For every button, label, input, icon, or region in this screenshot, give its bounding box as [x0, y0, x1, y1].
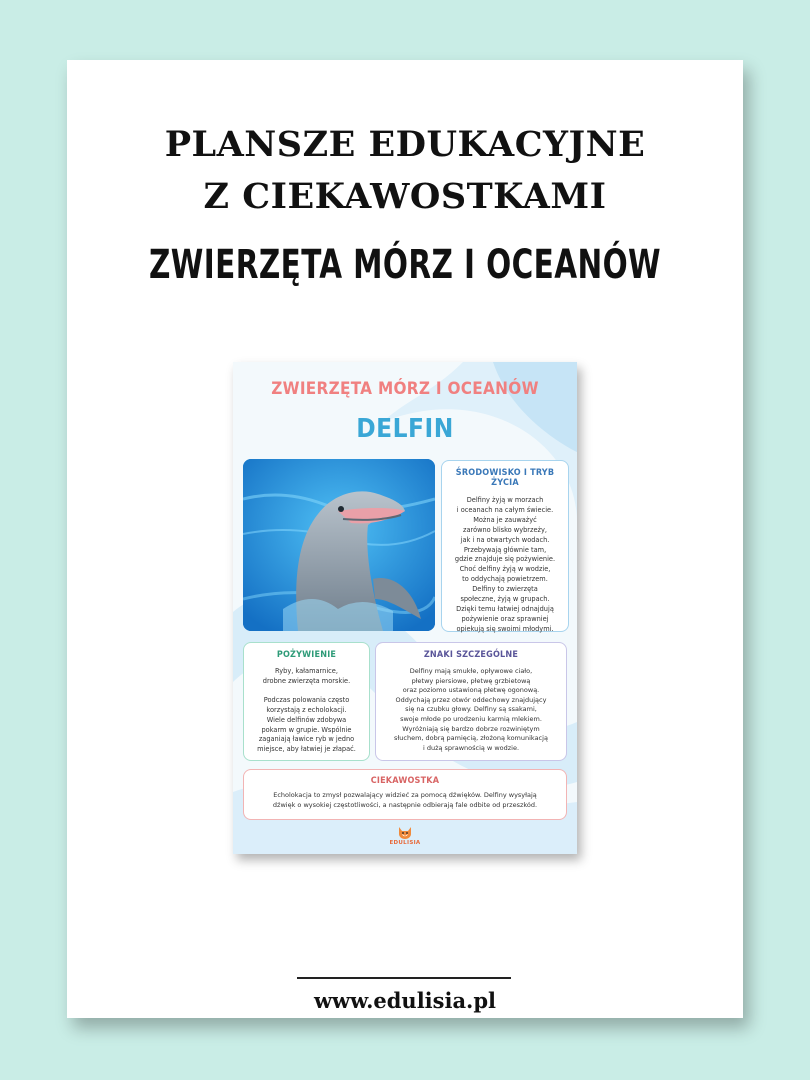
text-line: jak i na otwartych wodach.	[460, 535, 550, 544]
poster-preview	[233, 362, 577, 854]
text-line: słuchem, dobrą pamięcią, złożoną komunikacją	[394, 734, 548, 743]
fox-logo-icon	[397, 826, 413, 840]
text-line: Wiele delfinów zdobywa	[266, 715, 347, 724]
text-line: Można je zauważyć	[473, 515, 537, 524]
text-line: dźwięk o wysokiej częstotliwości, a następnie odbierają fale odbite od przeszkód.	[272, 800, 538, 809]
poster-series-title: ZWIERZĘTA MÓRZ I OCEANÓW	[271, 379, 539, 399]
card-environment-text	[448, 496, 562, 635]
website-link[interactable]: www.edulisia.pl	[313, 988, 497, 1013]
text-line: Choć delfiny żyją w wodzie,	[459, 565, 551, 574]
text-line: zarówno blisko wybrzeży,	[463, 525, 547, 534]
text-line: zaganiają ławice ryb w jedno	[258, 735, 355, 744]
text-line: oraz poziomo ustawioną płetwę ogonową.	[402, 686, 540, 695]
card-features-heading: ZNAKI SZCZEGÓLNE	[423, 650, 519, 660]
text-line: gdzie znajduje się pożywienie.	[454, 555, 556, 564]
text-line: korzystają z echolokacji.	[266, 705, 347, 714]
text-line: Delfiny żyją w morzach	[466, 496, 544, 504]
text-line: płetwy piersiowe, płetwę grzbietową	[411, 676, 531, 685]
brand-logo-text: EDULISIA	[389, 840, 421, 846]
card-food	[243, 642, 370, 761]
card-fun-fact	[243, 769, 567, 820]
text-line: to oddychają powietrzem.	[462, 575, 548, 584]
text-line: Oddychają przez otwór oddechowy znajdujący	[395, 695, 547, 704]
card-food-text	[250, 667, 363, 755]
text-line: Delfiny mają smukłe, opływowe ciało,	[409, 667, 533, 675]
text-line: i dużą sprawnością w wodzie.	[422, 743, 520, 752]
text-line: Delfiny to zwierzęta	[472, 585, 538, 594]
text-line: miejsce, aby łatwiej je złapać.	[257, 745, 356, 754]
cover-title-line1: PLANSZE EDUKACYJNE	[164, 124, 646, 165]
dolphin-photo	[243, 459, 435, 631]
text-line: pokarm w grupie. Wspólnie	[261, 725, 352, 734]
text-line: się na czubku głowy. Delfiny są ssakami,	[405, 705, 537, 714]
poster-animal-title: DELFIN	[356, 414, 454, 444]
text-line: opiekują się swoimi młodymi.	[456, 624, 554, 633]
card-fun-fact-heading: CIEKAWOSTKA	[370, 776, 440, 786]
text-line: swoje młode po urodzeniu karmią mlekiem.	[400, 714, 542, 723]
text-line: Przebywają głównie tam,	[463, 545, 547, 554]
text-line: drobne zwierzęta morskie.	[262, 676, 351, 685]
text-line: społeczne, żyją w grupach.	[460, 595, 550, 604]
card-environment-heading: ŚRODOWISKO I TRYB ŻYCIA	[455, 468, 555, 488]
text-line: Podczas polowania często	[263, 695, 350, 704]
card-food-heading: POŻYWIENIE	[276, 650, 337, 660]
text-line: Wyróżniają się bardzo dobrze rozwiniętym	[402, 724, 540, 733]
divider-line	[297, 977, 511, 979]
card-fun-fact-text	[252, 791, 558, 810]
cover-subtitle: ZWIERZĘTA MÓRZ I OCEANÓW	[148, 242, 662, 288]
text-line: pożywienie oraz sprawniej	[461, 614, 549, 623]
card-features-text	[382, 667, 560, 753]
text-line: Dzięki temu łatwiej odnajdują	[456, 604, 554, 613]
text-line: Ryby, kałamarnice,	[275, 667, 338, 675]
text-line: i oceanach na całym świecie.	[456, 505, 554, 514]
card-environment	[441, 460, 569, 632]
cover-title-line2: Z CIEKAWOSTKAMI	[203, 176, 607, 217]
card-features	[375, 642, 567, 761]
text-line: Echolokacja to zmysł pozwalający widzieć za pomocą dźwięków. Delfiny wysyłają	[273, 791, 537, 799]
